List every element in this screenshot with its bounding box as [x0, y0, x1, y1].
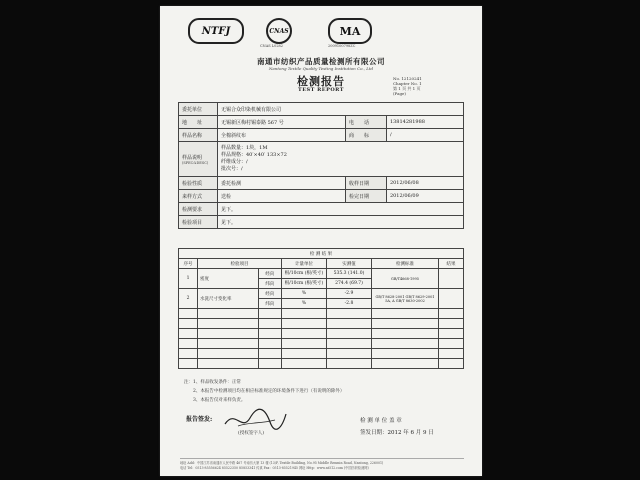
row2-no: 2: [179, 289, 198, 309]
results-table: [178, 248, 464, 369]
row1-standard: GB/T4668-1995: [372, 269, 439, 289]
sample-quantity: 样品数量：1块，1M: [221, 145, 268, 151]
empty-cell: [198, 329, 259, 339]
empty-cell: [179, 349, 198, 359]
empty-cell: [179, 309, 198, 319]
footer-address: 地址 Add：中国江苏省南通市人民中路 467 号南纺大厦 13 楼 (13/F, Textile Building, No.95 Middle Renmin Road, Nantong, 226001): [180, 461, 384, 465]
empty-cell: [439, 309, 464, 319]
sample-desc-subtitle: (SPEC&DESC): [182, 160, 209, 165]
empty-cell: [372, 329, 439, 339]
results-section-title: 检 测 结 果: [179, 249, 464, 259]
page-indicator: 第 1 页 共 1 页: [393, 86, 421, 91]
test-items-value: 见下。: [218, 216, 464, 229]
empty-cell: [198, 309, 259, 319]
empty-cell: [258, 359, 281, 369]
empty-cell: [179, 339, 198, 349]
received-date-label: 收样日期: [345, 177, 386, 190]
sample-name-value: 全棉斜纹布: [218, 129, 346, 142]
row2-value-warp: -2.9: [327, 289, 372, 299]
logo-bar: [188, 18, 458, 52]
sample-name-label: 样品名称: [179, 129, 218, 142]
test-report-page: [160, 6, 482, 476]
chapter-number: Chapter No. 1: [393, 81, 422, 86]
empty-cell: [327, 349, 372, 359]
report-number: No. 12120241: [393, 76, 422, 81]
finish-date-value: 2012/06/09: [386, 190, 463, 203]
empty-cell: [179, 329, 198, 339]
empty-cell: [198, 349, 259, 359]
testing-unit-stamp-label: 检 测 单 位 盖 章: [360, 418, 402, 424]
empty-cell: [282, 319, 327, 329]
empty-cell: [198, 319, 259, 329]
empty-cell: [258, 329, 281, 339]
report-meta: [393, 76, 422, 96]
empty-cell: [372, 359, 439, 369]
fiber-content: 纤维成分：/: [221, 159, 248, 165]
note-line: 3、本报告仅对来样负责。: [184, 398, 246, 403]
row2-value-weft: -2.8: [327, 299, 372, 309]
ntfj-logo: NTFJ: [188, 18, 244, 44]
row1-direction-warp: 经向: [258, 269, 281, 279]
col-header-standard: 检测标准: [372, 259, 439, 269]
row2-unit-warp: %: [282, 289, 327, 299]
row1-item: 密度: [198, 269, 259, 289]
issue-date: 签发日期：2012 年 6 月 9 日: [360, 430, 434, 436]
institute-name-en: Nantong Textile Quality Testing Institution Co., Ltd: [268, 66, 374, 71]
note-line: 2、本报告中检测项目均在相应标准规定的环境条件下进行（有说明的除外）: [184, 389, 345, 394]
signer-caption: (授权签字人): [238, 431, 265, 436]
col-header-item: 检验项目: [198, 259, 282, 269]
col-header-no: 序号: [179, 259, 198, 269]
row1-no: 1: [179, 269, 198, 289]
empty-cell: [439, 329, 464, 339]
row2-result: [439, 289, 464, 309]
row2-direction-warp: 经向: [258, 289, 281, 299]
empty-cell: [439, 349, 464, 359]
address-value: 无锡新区梅村锡泰路 567 号: [218, 116, 346, 129]
col-header-unit: 计量单位: [282, 259, 327, 269]
col-header-result: 结果: [439, 259, 464, 269]
empty-cell: [258, 309, 281, 319]
finish-date-label: 检完日期: [345, 190, 386, 203]
empty-cell: [282, 339, 327, 349]
sample-desc-title: 样品说明: [182, 154, 203, 161]
footer: [180, 458, 464, 471]
empty-cell: [179, 359, 198, 369]
brand-value: /: [386, 129, 463, 142]
row1-direction-weft: 纬向: [258, 279, 281, 289]
report-title-cn: 检测报告: [297, 75, 345, 88]
received-date-value: 2012/06/08: [386, 177, 463, 190]
row2-direction-weft: 纬向: [258, 299, 281, 309]
empty-cell: [258, 319, 281, 329]
table-row: [179, 309, 464, 319]
cnas-logo-number: CNAS L0282: [260, 44, 284, 48]
ma-logo-number: 2009100798ZC: [328, 44, 356, 48]
row1-unit-weft: 根/10cm (根/英寸): [282, 279, 327, 289]
phone-value: 13814281988: [386, 116, 463, 129]
batch-number: 批次号：/: [221, 166, 243, 172]
sample-spec: 样品规格：40′×40′ 133×72: [221, 152, 287, 158]
signer-label: 报告签发:: [186, 416, 213, 423]
test-nature-label: 检验性质: [179, 177, 218, 190]
empty-cell: [327, 339, 372, 349]
row1-result: [439, 269, 464, 289]
sample-desc-label: [179, 142, 218, 177]
empty-cell: [372, 319, 439, 329]
report-title-en: TEST REPORT: [298, 87, 344, 93]
cnas-logo: CNAS: [266, 18, 292, 44]
empty-cell: [282, 349, 327, 359]
table-row: [179, 289, 464, 299]
institute-name-cn: 南通市纺织产品质量检测所有限公司: [257, 57, 385, 66]
empty-cell: [258, 339, 281, 349]
empty-cell: [282, 309, 327, 319]
row2-standard: GB/T 8628-2001 GB/T 8629-2001 5A, A GB/T 8630-2002: [372, 289, 439, 309]
row1-value-warp: 535.3 (141.0): [327, 269, 372, 279]
empty-cell: [327, 359, 372, 369]
empty-cell: [372, 349, 439, 359]
footer-contact: 电话 Tel：0513-85556624 85522350 85853341 传真 Fax：0513-85521945 网址 Http：www.nt512.com (中国纺织检测网): [180, 466, 369, 470]
row1-unit-warp: 根/10cm (根/英寸): [282, 269, 327, 279]
empty-cell: [439, 359, 464, 369]
table-row: [179, 329, 464, 339]
address-label: 地 址: [179, 116, 218, 129]
client-label: 委托单位: [179, 103, 218, 116]
client-value: 无锡合众印染机械有限公司: [218, 103, 464, 116]
empty-cell: [282, 359, 327, 369]
brand-label: 商 标: [345, 129, 386, 142]
phone-label: 电 话: [345, 116, 386, 129]
blank-rows: [179, 309, 464, 369]
empty-cell: [372, 339, 439, 349]
sampling-method-label: 来样方式: [179, 190, 218, 203]
row2-unit-weft: %: [282, 299, 327, 309]
empty-cell: [198, 359, 259, 369]
empty-cell: [327, 319, 372, 329]
table-row: [179, 319, 464, 329]
empty-cell: [327, 329, 372, 339]
table-row: [179, 359, 464, 369]
col-header-value: 实测值: [327, 259, 372, 269]
empty-cell: [372, 309, 439, 319]
note-line: 注：1、样品收发条件：正常: [184, 380, 241, 385]
report-form-table: [178, 102, 464, 229]
test-nature-value: 委托检测: [218, 177, 346, 190]
page-label: (Page): [393, 91, 406, 96]
empty-cell: [282, 329, 327, 339]
test-items-label: 检验项目: [179, 216, 218, 229]
empty-cell: [179, 319, 198, 329]
row2-item: 水洗尺寸变化率: [198, 289, 259, 309]
sample-desc-value: [218, 142, 464, 177]
table-row: [179, 269, 464, 279]
empty-cell: [439, 339, 464, 349]
table-row: [179, 349, 464, 359]
ma-logo: MA: [328, 18, 372, 44]
row1-value-weft: 274.4 (69.7): [327, 279, 372, 289]
empty-cell: [198, 339, 259, 349]
notes: [184, 378, 344, 405]
sampling-method-value: 送检: [218, 190, 346, 203]
requirements-value: 见下。: [218, 203, 464, 216]
empty-cell: [439, 319, 464, 329]
empty-cell: [258, 349, 281, 359]
requirements-label: 检测要求: [179, 203, 218, 216]
empty-cell: [327, 309, 372, 319]
table-row: [179, 339, 464, 349]
